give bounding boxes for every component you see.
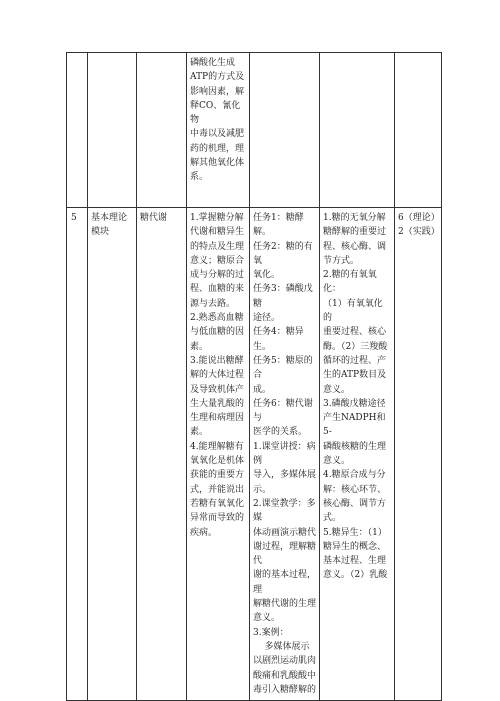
cell-chapter: [137, 53, 187, 208]
cell-number: [67, 53, 88, 208]
text-line: 1.掌握糖分解: [190, 213, 244, 223]
text-line: 3.案例：: [253, 627, 289, 638]
text-line: 生的ATP数目及: [323, 370, 387, 381]
text-line: 解：核心环节、: [323, 484, 387, 495]
text-line: 基本理论: [91, 213, 128, 223]
cell-number: 5: [67, 208, 88, 701]
cell-content: [320, 53, 395, 208]
text-line: 2（实践）: [398, 227, 440, 238]
text-line: 释CO、氰化物: [190, 100, 241, 126]
cell-chapter: 糖代谢: [137, 208, 187, 701]
text-line: 途径。: [253, 313, 281, 324]
cell-tasks: [250, 208, 320, 701]
text-line: 5.糖异生：（1）: [323, 527, 387, 538]
text-line: 若糖有氧氧化: [190, 498, 245, 509]
text-line: 导入，多媒体展示。: [253, 470, 317, 495]
cell-objectives: [187, 53, 250, 208]
text-line: 任务4：糖异生。: [253, 327, 304, 352]
text-line: 解糖代谢的生理: [253, 599, 317, 610]
text-line: 素。: [190, 341, 209, 352]
text-line: 基本过程、生理: [323, 556, 387, 567]
table-row: [67, 208, 442, 701]
text-line: 产生NADPH和5-: [323, 413, 386, 438]
text-line: 任务5：糖原的合: [253, 355, 313, 381]
text-line: 6（理论）: [398, 213, 440, 223]
text-line: 谢过程，理解糖代: [253, 541, 317, 567]
text-line: 药的机理，理: [190, 143, 245, 154]
text-line: 式，并能说出: [190, 484, 245, 495]
text-line: 成与分解的过: [190, 270, 245, 281]
text-line: 2.课堂教学：多媒: [253, 498, 316, 524]
text-line: 解的大体过程: [190, 370, 245, 381]
text-line: 磷酸化生成: [190, 58, 236, 68]
text-line: 源与去路。: [190, 298, 236, 309]
cell-module: [88, 53, 137, 208]
text-line: 1.课堂讲授：病例: [253, 441, 316, 467]
cell-hours: [395, 53, 442, 208]
text-line: 毒引入糖酵解的: [253, 684, 317, 695]
text-line: 的特点及生理: [190, 241, 245, 252]
text-line: 体动画演示糖代: [253, 527, 317, 538]
cell-content: [320, 208, 395, 701]
text-line: 意义。（2）乳酸: [323, 570, 388, 581]
text-line: 重要过程、核心: [323, 327, 387, 338]
text-line: 意义。: [253, 613, 281, 624]
text-line: 意义。: [323, 384, 351, 395]
text-line: 生理和病理因: [190, 413, 245, 424]
text-line: 任务6：糖代谢与: [253, 398, 313, 424]
text-line: 以剧烈运动肌肉: [253, 656, 317, 667]
text-line: 意义。: [323, 456, 351, 467]
text-line: 中毒以及减肥: [190, 129, 245, 140]
syllabus-table: [66, 52, 442, 701]
text-line: 解其他氧化体: [190, 158, 245, 169]
text-line: （1）有氧氧化的: [323, 298, 383, 324]
cell-hours: [395, 208, 442, 701]
text-line: 1.糖的无氧分解: [323, 213, 386, 223]
text-line: 酸痛和乳酸酸中: [253, 670, 317, 681]
text-line: 任务3：磷酸戊糖: [253, 284, 313, 309]
text-line: 影响因素，解: [190, 86, 245, 97]
text-line: 循环的过程、产: [323, 355, 387, 366]
cell-objectives: [187, 208, 250, 701]
text-line: 素。: [190, 427, 209, 438]
text-line: 酶。（2）三羧酸: [323, 341, 388, 352]
table-row: [67, 53, 442, 208]
text-line: 4.能理解糖有: [190, 441, 244, 452]
text-line: 与低血糖的因: [190, 327, 245, 338]
cell-tasks: [250, 53, 320, 208]
text-line: 程、血糖的来: [190, 284, 245, 295]
text-line: 系。: [190, 172, 209, 183]
text-line: 成。: [253, 384, 272, 395]
text-line: 3.能说出糖酵: [190, 355, 244, 366]
text-line: 模块: [91, 227, 110, 238]
text-line: 多媒体展示: [253, 641, 310, 652]
text-line: 异常而导致的: [190, 513, 245, 524]
text-line: 代谢和糖异生: [190, 227, 245, 238]
text-line: 任务2：糖的有氧: [253, 241, 313, 266]
cell-module: [88, 208, 137, 701]
text-line: 糖异生的概念、: [323, 541, 387, 552]
text-line: 2.糖的有氧氧化：: [323, 270, 377, 295]
text-line: 程、核心酶、调: [323, 241, 387, 252]
text-line: 4.糖原合成与分: [323, 470, 386, 481]
text-line: 3.磷酸戊糖途径: [323, 398, 386, 409]
text-line: 意义；糖原合: [190, 255, 245, 266]
text-line: 获能的重要方: [190, 470, 245, 481]
text-line: 核心酶、调节方式。: [323, 498, 387, 524]
text-line: 生大量乳酸的: [190, 398, 245, 409]
text-line: 2.熟悉高血糖: [190, 313, 244, 324]
text-line: 医学的关系。: [253, 427, 308, 438]
text-line: 及导致机体产: [190, 384, 245, 395]
text-line: 氧化。: [253, 270, 281, 281]
text-line: 任务1：糖酵解。: [253, 213, 304, 238]
text-line: 糖酵解的重要过: [323, 227, 387, 238]
text-line: 氧氧化是机体: [190, 456, 245, 467]
text-line: 节方式。: [323, 255, 360, 266]
text-line: 谢的基本过程，理: [253, 570, 317, 595]
text-line: 磷酸核糖的生理: [323, 441, 387, 452]
text-line: ATP的方式及: [190, 72, 245, 83]
text-line: 疾病。: [190, 527, 218, 538]
